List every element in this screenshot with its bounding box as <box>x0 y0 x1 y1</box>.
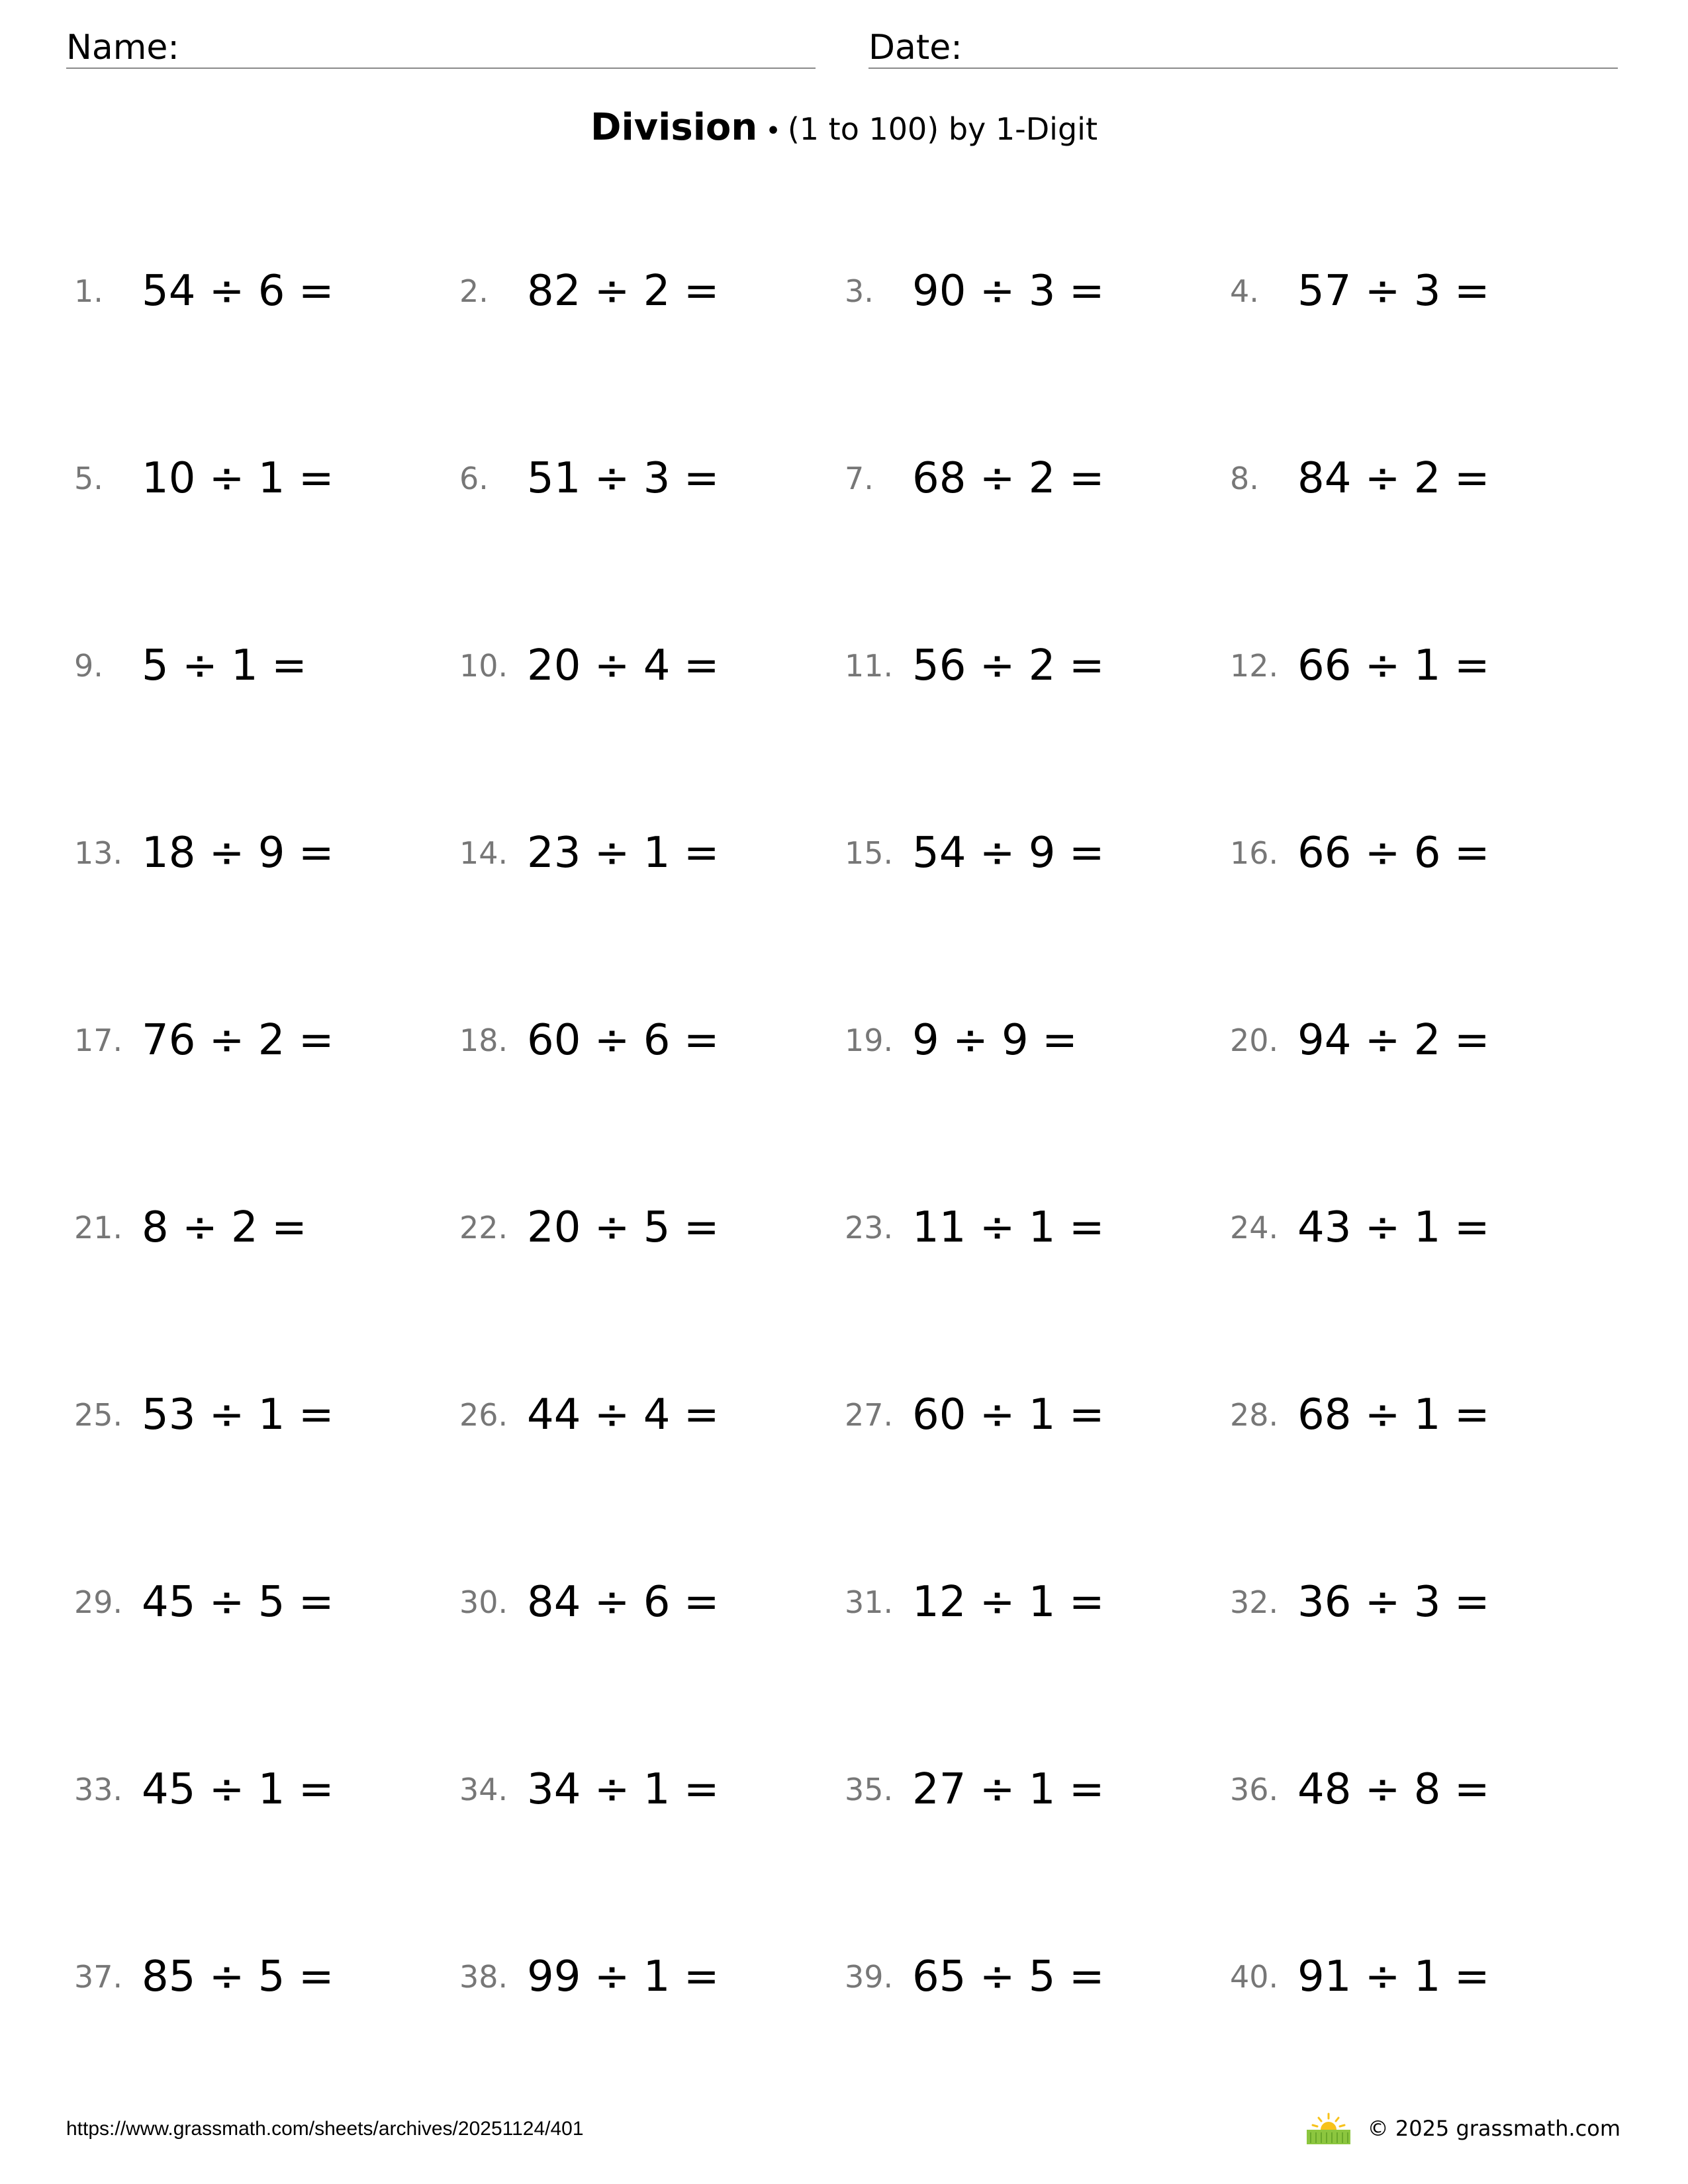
problem-number: 28. <box>1230 1397 1279 1433</box>
problem-expression: 68 ÷ 1 = <box>1297 1390 1490 1439</box>
problem-expression: 20 ÷ 5 = <box>527 1203 720 1252</box>
problem-expression: 12 ÷ 1 = <box>912 1578 1105 1627</box>
problem-expression: 27 ÷ 1 = <box>912 1765 1105 1814</box>
problem-number: 6. <box>459 461 489 496</box>
footer-brand <box>1307 2113 1620 2144</box>
problem-expression: 20 ÷ 4 = <box>527 641 720 690</box>
problem-expression: 99 ÷ 1 = <box>527 1952 720 2001</box>
problem-number: 21. <box>74 1210 123 1246</box>
problem-expression: 44 ÷ 4 = <box>527 1390 720 1439</box>
problem-expression: 85 ÷ 5 = <box>142 1952 334 2001</box>
problem-number: 9. <box>74 648 103 684</box>
problem-expression: 10 ÷ 1 = <box>142 454 334 503</box>
problem-expression: 94 ÷ 2 = <box>1297 1016 1490 1065</box>
problem-expression: 91 ÷ 1 = <box>1297 1952 1490 2001</box>
date-label: Date: <box>868 28 962 68</box>
problem-number: 4. <box>1230 273 1259 309</box>
problem-number: 25. <box>74 1397 123 1433</box>
problem-expression: 11 ÷ 1 = <box>912 1203 1105 1252</box>
problem-number: 35. <box>845 1772 894 1807</box>
problem-number: 13. <box>74 835 123 871</box>
problem-number: 12. <box>1230 648 1279 684</box>
problem-number: 40. <box>1230 1959 1279 1995</box>
problem-number: 17. <box>74 1023 123 1058</box>
problem-number: 23. <box>845 1210 894 1246</box>
name-label: Name: <box>66 28 179 68</box>
title-separator: • <box>765 116 781 146</box>
problem-expression: 48 ÷ 8 = <box>1297 1765 1490 1814</box>
problem-expression: 60 ÷ 6 = <box>527 1016 720 1065</box>
problem-expression: 5 ÷ 1 = <box>142 641 307 690</box>
problem-number: 16. <box>1230 835 1279 871</box>
problem-number: 24. <box>1230 1210 1279 1246</box>
problem-expression: 76 ÷ 2 = <box>142 1016 334 1065</box>
footer-url[interactable]: https://www.grassmath.com/sheets/archives/20251124/401 <box>66 2118 584 2140</box>
problem-expression: 84 ÷ 2 = <box>1297 454 1490 503</box>
problem-number: 11. <box>845 648 894 684</box>
copyright-text: © 2025 grassmath.com <box>1367 2116 1620 2141</box>
problem-expression: 53 ÷ 1 = <box>142 1390 334 1439</box>
problem-expression: 68 ÷ 2 = <box>912 454 1105 503</box>
problem-expression: 34 ÷ 1 = <box>527 1765 720 1814</box>
problem-expression: 45 ÷ 5 = <box>142 1578 334 1627</box>
problem-expression: 82 ÷ 2 = <box>527 267 720 316</box>
problem-number: 31. <box>845 1584 894 1620</box>
problem-expression: 57 ÷ 3 = <box>1297 267 1490 316</box>
problem-number: 20. <box>1230 1023 1279 1058</box>
problem-number: 7. <box>845 461 874 496</box>
problem-expression: 18 ÷ 9 = <box>142 829 334 878</box>
problem-expression: 54 ÷ 9 = <box>912 829 1105 878</box>
problem-number: 22. <box>459 1210 508 1246</box>
problem-number: 8. <box>1230 461 1259 496</box>
problem-expression: 23 ÷ 1 = <box>527 829 720 878</box>
problem-expression: 56 ÷ 2 = <box>912 641 1105 690</box>
problem-number: 39. <box>845 1959 894 1995</box>
problem-number: 10. <box>459 648 508 684</box>
problem-number: 33. <box>74 1772 123 1807</box>
problem-number: 18. <box>459 1023 508 1058</box>
problem-expression: 36 ÷ 3 = <box>1297 1578 1490 1627</box>
problem-number: 36. <box>1230 1772 1279 1807</box>
problem-number: 3. <box>845 273 874 309</box>
problem-number: 15. <box>845 835 894 871</box>
problem-number: 1. <box>74 273 103 309</box>
problem-expression: 60 ÷ 1 = <box>912 1390 1105 1439</box>
problem-number: 14. <box>459 835 508 871</box>
problem-number: 2. <box>459 273 489 309</box>
problem-expression: 66 ÷ 6 = <box>1297 829 1490 878</box>
problem-number: 38. <box>459 1959 508 1995</box>
problem-number: 27. <box>845 1397 894 1433</box>
problem-expression: 54 ÷ 6 = <box>142 267 334 316</box>
problem-number: 37. <box>74 1959 123 1995</box>
title-main: Division <box>590 106 758 149</box>
problem-number: 5. <box>74 461 103 496</box>
problem-expression: 9 ÷ 9 = <box>912 1016 1078 1065</box>
problem-number: 29. <box>74 1584 123 1620</box>
problem-number: 26. <box>459 1397 508 1433</box>
problem-number: 32. <box>1230 1584 1279 1620</box>
grass-sun-logo-icon <box>1307 2113 1350 2144</box>
problem-expression: 8 ÷ 2 = <box>142 1203 307 1252</box>
problem-expression: 65 ÷ 5 = <box>912 1952 1105 2001</box>
problem-expression: 66 ÷ 1 = <box>1297 641 1490 690</box>
problem-number: 19. <box>845 1023 894 1058</box>
problem-expression: 45 ÷ 1 = <box>142 1765 334 1814</box>
problem-number: 34. <box>459 1772 508 1807</box>
problem-expression: 51 ÷ 3 = <box>527 454 720 503</box>
problem-expression: 84 ÷ 6 = <box>527 1578 720 1627</box>
title-subtitle: (1 to 100) by 1-Digit <box>787 111 1098 147</box>
problem-number: 30. <box>459 1584 508 1620</box>
problem-expression: 43 ÷ 1 = <box>1297 1203 1490 1252</box>
problem-expression: 90 ÷ 3 = <box>912 267 1105 316</box>
